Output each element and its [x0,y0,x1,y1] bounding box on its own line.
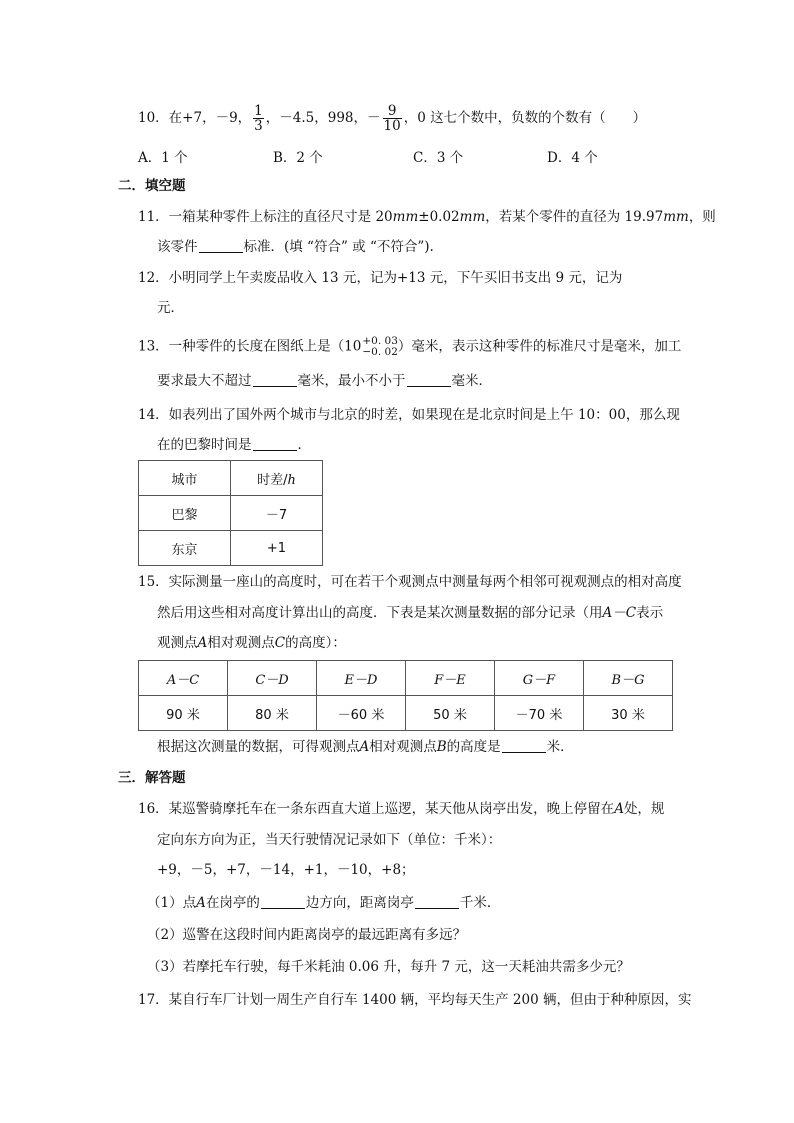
table-cell: +1 [231,531,323,566]
unit-mm: mm [459,209,486,225]
question-12-line2: 元． [157,300,184,316]
height-measurement-table [138,660,673,731]
q15-var: A－C [602,605,637,621]
question-16-sub1 [147,893,500,913]
tolerance [362,336,398,358]
table-cell: －70 米 [495,696,584,731]
frac-denominator: 10 [383,118,401,134]
question-15-line4 [157,737,574,757]
question-14-line2 [157,435,311,455]
answer-blank[interactable] [407,372,451,387]
section-title-solve: 三．解答题 [118,770,186,786]
frac-numerator: 9 [383,104,402,119]
q15-text: 米． [546,739,574,755]
q16-text: 处，规 [623,801,665,817]
header-text: 时差/ [257,472,288,488]
answer-blank[interactable] [415,894,459,909]
question-13-line1 [138,336,681,358]
q15-text: 观测点 [157,635,198,651]
q15-text: 根据这次测量的数据，可得观测点 [157,739,360,755]
option-a: A．1 个 [138,150,188,166]
unit-mm: mm [392,209,419,225]
question-16-sub3: （3）若摩托车行驶，每千米耗油 0.06 升，每升 7 元，这一天耗油共需多少元？ [147,959,630,975]
question-16-data: +9，－5，+7，－14，+1，－10，+8； [157,862,415,878]
table-header-cell: A－C [139,661,228,696]
q15-var: A [359,739,370,755]
answer-blank[interactable] [199,238,243,253]
table-cell: －7 [231,496,323,531]
q13-text: 13．一种零件的长度在图纸上是（10 [138,338,362,355]
option-c: C．3 个 [413,150,464,166]
table-header-cell: G－F [495,661,584,696]
q14-text: 在的巴黎时间是 [157,437,252,453]
q13-text: 毫米，最小不小于 [297,373,406,389]
q16-var: A [614,801,624,817]
table-header-cell [231,461,323,496]
frac-denominator: 3 [254,118,263,134]
answer-blank[interactable] [253,372,297,387]
q16-text: （1）点 [147,895,197,911]
q13-text: 毫米． [451,373,492,389]
question-17-line1: 17．某自行车厂计划一周生产自行车 1400 辆，平均每天生产 200 辆，但由于种种原因，实 [138,992,692,1008]
q11-text: ，则 [688,209,716,225]
table-header-cell: E－D [317,661,406,696]
q15-text: 的高度）： [285,635,346,651]
q11-text: ±0.02 [418,209,460,225]
table-header-row [139,661,673,696]
question-15-line2 [157,603,663,623]
q15-var: A [197,635,208,651]
tolerance-upper: +0. 03 [362,335,398,347]
option-b: B．2 个 [273,150,323,166]
table-cell: －60 米 [317,696,406,731]
q11-text: 11．一箱某种零件上标注的直径尺寸是 20 [138,209,393,225]
table-row [139,696,673,731]
q15-text: 相对观测点 [369,739,437,755]
question-16-sub2: （2）巡警在这段时间内距离岗亭的最远距离有多远？ [147,927,467,943]
fraction-one-third [253,104,264,133]
q16-text: 16．某巡警骑摩托车在一条东西直大道上巡逻，某天他从岗亭出发，晚上停留在 [138,801,615,817]
unit-h: h [287,472,296,488]
answer-blank[interactable] [261,894,305,909]
option-d: D．4 个 [547,150,598,166]
table-header-cell: C－D [228,661,317,696]
table-header-row [139,461,323,496]
q15-text: 相对观测点 [207,635,275,651]
answer-blank[interactable] [502,738,546,753]
question-11-line2 [157,237,434,257]
question-15-line1: 15．实际测量一座山的高度时，可在若干个观测点中测量每两个相邻可视观测点的相对高度 [138,574,682,590]
q10-text-middle: ，－4.5，998，－ [265,110,381,126]
question-15-line3 [157,633,346,653]
q15-text: 表示 [636,605,664,621]
q16-var: A [196,895,206,911]
table-cell: 巴黎 [139,496,231,531]
question-14-line1: 14．如表列出了国外两个城市与北京的时差，如果现在是北京时间是上午 10：00，那么现 [138,407,680,423]
table-header-cell: B－G [584,661,673,696]
q10-text-suffix: ，0 这七个数中，负数的个数有（ ） [403,110,647,126]
answer-blank[interactable] [253,436,297,451]
fraction-nine-tenths [383,104,402,133]
table-header-cell: 城市 [139,461,231,496]
q15-text: 的高度是 [446,739,501,755]
q16-text: 千米． [459,895,501,911]
question-13-line2 [157,371,492,391]
table-row [139,531,323,566]
question-10 [138,104,646,133]
table-cell: 50 米 [406,696,495,731]
unit-mm: mm [663,209,689,225]
table-cell: 90 米 [139,696,228,731]
table-cell: 东京 [139,531,231,566]
question-16-line1 [138,799,664,819]
question-12-line1: 12．小明同学上午卖废品收入 13 元，记为+13 元，下午买旧书支出 9 元，记为 [138,270,623,286]
q11-text: 标准．(填 “符合” 或 “不符合”). [243,239,434,255]
q10-text-prefix: 10．在+7，－9， [138,110,252,126]
tolerance-lower: −0. 02 [362,346,398,358]
question-11-line1 [138,207,716,227]
table-row [139,496,323,531]
q15-text: 然后用这些相对高度计算出山的高度．下表是某次测量数据的部分记录（用 [157,605,603,621]
q16-text: 在岗亭的 [205,895,260,911]
table-cell: 80 米 [228,696,317,731]
time-difference-table [138,460,323,566]
q13-text: 要求最大不超过 [157,373,252,389]
q15-var: C [274,635,286,651]
q11-text: 该零件 [157,239,198,255]
section-title-fill-in: 二．填空题 [118,178,186,194]
q15-var: B [436,739,447,755]
table-header-cell: F－E [406,661,495,696]
q11-text: ，若某个零件的直径为 19.97 [485,209,664,225]
q13-text: ）毫米，表示这种零件的标准尺寸是毫米，加工 [397,338,682,355]
q16-text: 边方向，距离岗亭 [305,895,414,911]
question-16-line2: 定向东方向为正，当天行驶情况记录如下（单位：千米）： [157,832,502,848]
q14-text: ． [297,437,311,453]
frac-numerator: 1 [254,103,263,119]
table-cell: 30 米 [584,696,673,731]
